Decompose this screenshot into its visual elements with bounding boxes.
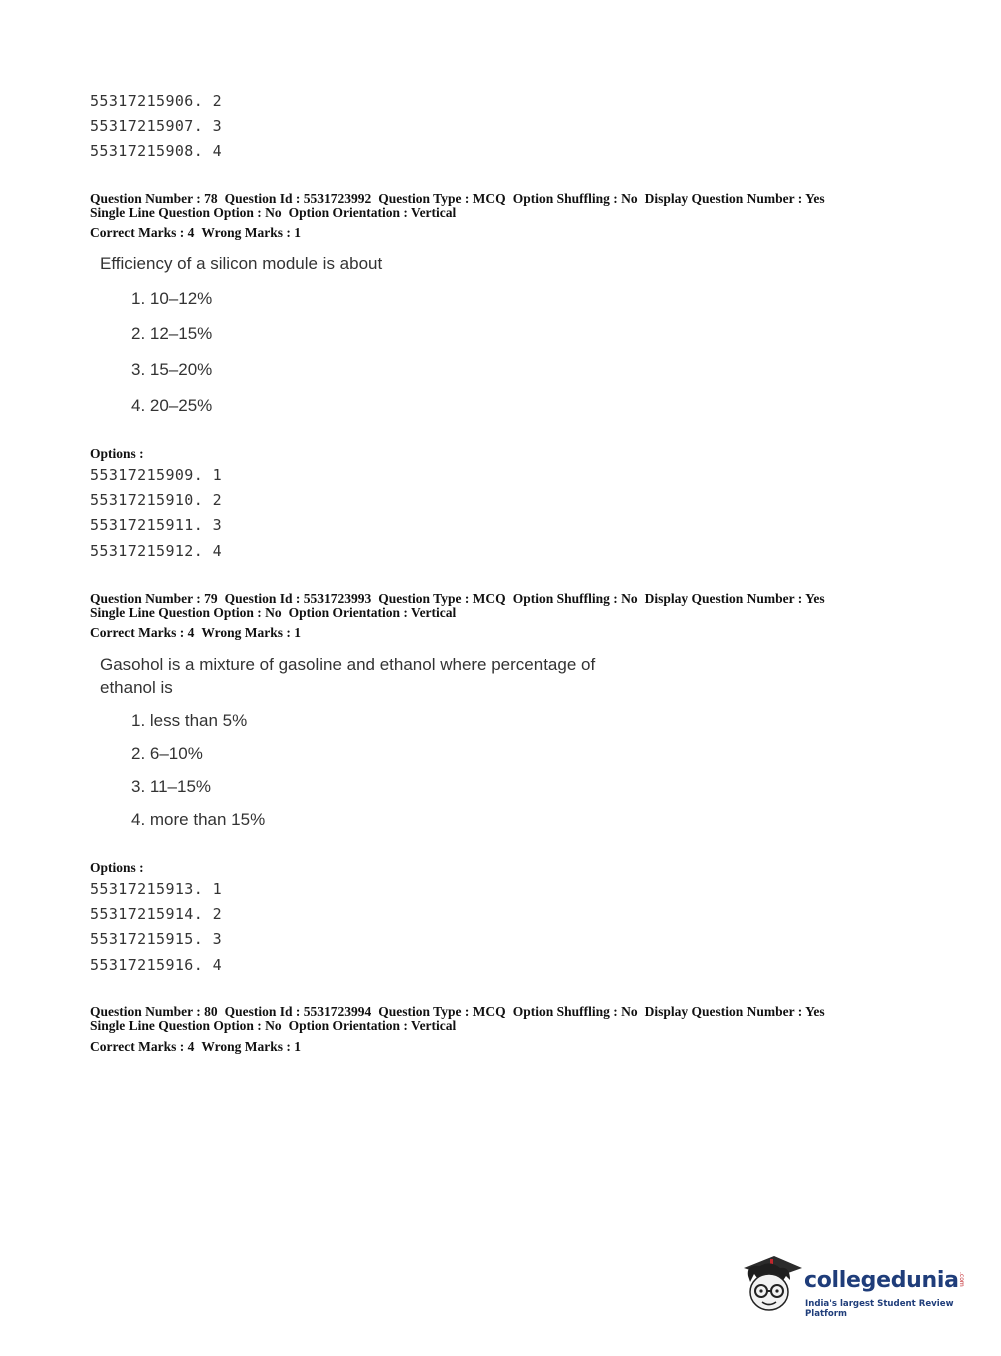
mascot-icon: [740, 1250, 802, 1318]
options-heading: Options :: [90, 860, 144, 875]
question-marks-line: Correct Marks : 4 Wrong Marks : 1: [90, 225, 301, 240]
collegedunia-logo: [740, 1250, 980, 1320]
logo-com: .com: [958, 1272, 965, 1287]
logo-tagline: India's largest Student Review Platform: [805, 1299, 954, 1319]
question-marks-line: Correct Marks : 4 Wrong Marks : 1: [90, 1039, 301, 1054]
answer-choice: 4. 20–25%: [131, 396, 213, 415]
answer-choice: 3. 15–20%: [131, 360, 213, 379]
question-text: Efficiency of a silicon module is about: [100, 254, 383, 273]
question-meta-line-1: Question Number : 78 Question Id : 5531723992 Question Type : MCQ Option Shuffling : No Display Question Number : Yes: [90, 191, 825, 206]
question-text: Gasohol is a mixture of gasoline and ethanol where percentage of ethanol is: [100, 655, 596, 697]
answer-choice: 2. 6–10%: [131, 744, 203, 763]
answer-choice: 1. 10–12%: [131, 289, 213, 308]
option-line: 55317215908. 4: [90, 142, 223, 160]
logo-wordmark: collegedunia: [804, 1268, 959, 1293]
question-meta-line-1: Question Number : 79 Question Id : 5531723993 Question Type : MCQ Option Shuffling : No Display Question Number : Yes: [90, 591, 825, 606]
question-marks-line: Correct Marks : 4 Wrong Marks : 1: [90, 625, 301, 640]
option-line: 55317215909. 1: [90, 466, 223, 484]
option-line: 55317215906. 2: [90, 92, 223, 110]
question-meta-line-2: Single Line Question Option : No Option Orientation : Vertical: [90, 205, 457, 220]
option-line: 55317215907. 3: [90, 117, 223, 135]
question-meta-line-1: Question Number : 80 Question Id : 5531723994 Question Type : MCQ Option Shuffling : No Display Question Number : Yes: [90, 1004, 825, 1019]
option-line: 55317215913. 1: [90, 880, 223, 898]
option-line: 55317215915. 3: [90, 930, 223, 948]
options-heading: Options :: [90, 446, 144, 461]
answer-choice: 4. more than 15%: [131, 810, 266, 829]
question-meta-line-2: Single Line Question Option : No Option Orientation : Vertical: [90, 1018, 457, 1033]
option-line: 55317215916. 4: [90, 956, 223, 974]
option-line: 55317215912. 4: [90, 542, 223, 560]
question-meta-line-2: Single Line Question Option : No Option Orientation : Vertical: [90, 605, 457, 620]
answer-choice: 1. less than 5%: [131, 711, 248, 730]
option-line: 55317215911. 3: [90, 516, 223, 534]
answer-choice: 2. 12–15%: [131, 324, 213, 343]
option-line: 55317215914. 2: [90, 905, 223, 923]
option-line: 55317215910. 2: [90, 491, 223, 509]
answer-choice: 3. 11–15%: [131, 777, 212, 796]
